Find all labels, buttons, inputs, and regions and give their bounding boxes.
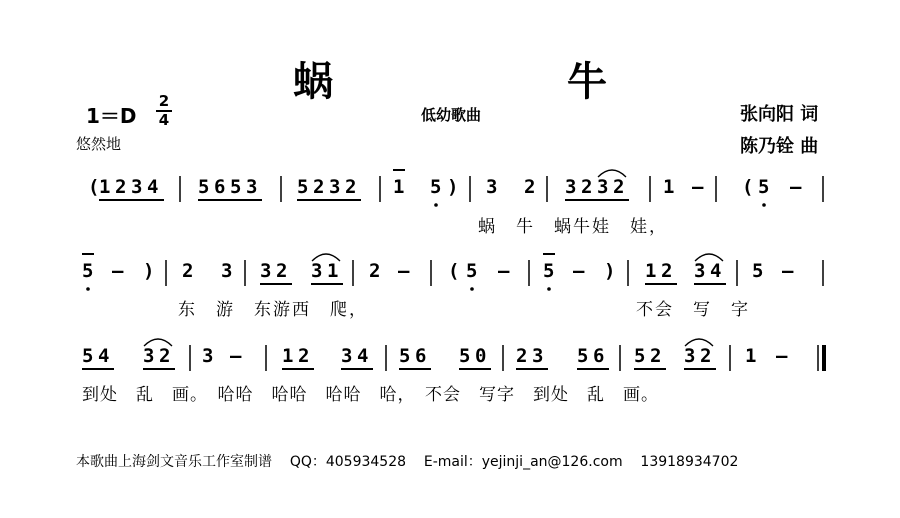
note: 2 xyxy=(700,345,712,367)
note: 2 xyxy=(516,345,528,367)
dash: – xyxy=(398,260,410,282)
note: 3 xyxy=(311,260,323,282)
note: 6 xyxy=(214,176,226,198)
dash: – xyxy=(498,260,510,282)
tie-arc xyxy=(598,170,626,177)
meter-top: 2 xyxy=(158,92,170,110)
paren: ) xyxy=(447,176,459,198)
note: 5 xyxy=(543,260,555,282)
note: 3 xyxy=(202,345,214,367)
note: 3 xyxy=(486,176,498,198)
note: 2 xyxy=(313,176,325,198)
note: 3 xyxy=(532,345,544,367)
note: 5 xyxy=(198,176,210,198)
note: 4 xyxy=(357,345,369,367)
octave-dot xyxy=(547,287,551,291)
paren: ) xyxy=(143,260,155,282)
note: 2 xyxy=(276,260,288,282)
dash: – xyxy=(782,260,794,282)
note: 6 xyxy=(593,345,605,367)
note: 2 xyxy=(661,260,673,282)
note: 4 xyxy=(147,176,159,198)
note: 4 xyxy=(710,260,722,282)
footer-email: E-mail：yejinji_an@126.com xyxy=(423,454,623,470)
dash: – xyxy=(230,345,242,367)
note: 5 xyxy=(577,345,589,367)
note: 6 xyxy=(415,345,427,367)
tie-arc xyxy=(695,254,723,261)
octave-dot xyxy=(86,287,90,291)
note: 5 xyxy=(430,176,442,198)
dash: – xyxy=(776,345,788,367)
key-signature: 1＝D xyxy=(86,104,137,128)
note: 3 xyxy=(246,176,258,198)
note: 3 xyxy=(143,345,155,367)
note: 1 xyxy=(99,176,111,198)
footer-qq: QQ：405934528 xyxy=(289,454,407,470)
paren: ( xyxy=(88,176,100,198)
lyrics-line-2a: 东 游 东游西 爬， xyxy=(178,300,368,320)
note: 3 xyxy=(131,176,143,198)
paren: ) xyxy=(604,260,616,282)
note: 3 xyxy=(597,176,609,198)
dash: – xyxy=(692,176,704,198)
paren: ( xyxy=(448,260,460,282)
octave-dot xyxy=(762,203,766,207)
octave-dot xyxy=(470,287,474,291)
note: 5 xyxy=(752,260,764,282)
note: 5 xyxy=(297,176,309,198)
lyrics-line-2b: 不会 写 字 xyxy=(636,300,750,320)
note: 1 xyxy=(282,345,294,367)
note: 2 xyxy=(581,176,593,198)
tie-arc xyxy=(144,339,172,346)
note: 2 xyxy=(115,176,127,198)
note: 2 xyxy=(613,176,625,198)
note: 3 xyxy=(565,176,577,198)
lyrics-line-3: 到处 乱 画。 哈哈 哈哈 哈哈 哈， 不会 写字 到处 乱 画。 xyxy=(82,385,659,405)
note: 2 xyxy=(298,345,310,367)
note: 5 xyxy=(758,176,770,198)
song-title: 蜗 牛 xyxy=(293,59,717,105)
meter-bottom: 4 xyxy=(158,111,170,129)
note: 1 xyxy=(645,260,657,282)
note: 5 xyxy=(82,345,94,367)
note: 5 xyxy=(82,260,94,282)
note: 5 xyxy=(399,345,411,367)
note: 2 xyxy=(345,176,357,198)
note: 2 xyxy=(159,345,171,367)
note: 3 xyxy=(221,260,233,282)
lyricist-credit: 张向阳 词 xyxy=(740,104,819,125)
footer-phone: 13918934702 xyxy=(640,454,739,470)
lyrics-line-1: 蜗 牛 蜗牛娃 娃， xyxy=(478,217,668,237)
note: 2 xyxy=(369,260,381,282)
dash: – xyxy=(112,260,124,282)
composer-credit: 陈乃铨 曲 xyxy=(740,136,819,157)
octave-dot xyxy=(434,203,438,207)
note: 1 xyxy=(745,345,757,367)
note: 1 xyxy=(393,176,405,198)
note: 1 xyxy=(663,176,675,198)
note: 1 xyxy=(327,260,339,282)
tie-arc xyxy=(312,254,340,261)
note: 3 xyxy=(684,345,696,367)
genre-label: 低幼歌曲 xyxy=(421,106,482,124)
footer-studio: 本歌曲上海剑文音乐工作室制谱 xyxy=(76,454,272,470)
note: 2 xyxy=(524,176,536,198)
dash: – xyxy=(573,260,585,282)
note: 0 xyxy=(475,345,487,367)
tie-arc xyxy=(685,339,713,346)
dash: – xyxy=(790,176,802,198)
note: 5 xyxy=(459,345,471,367)
note: 3 xyxy=(329,176,341,198)
note: 5 xyxy=(230,176,242,198)
note: 2 xyxy=(182,260,194,282)
note: 5 xyxy=(634,345,646,367)
note: 3 xyxy=(341,345,353,367)
note: 3 xyxy=(260,260,272,282)
note: 2 xyxy=(650,345,662,367)
note: 5 xyxy=(466,260,478,282)
note: 3 xyxy=(694,260,706,282)
note: 4 xyxy=(98,345,110,367)
paren: ( xyxy=(742,176,754,198)
tempo-marking: 悠然地 xyxy=(76,135,122,153)
